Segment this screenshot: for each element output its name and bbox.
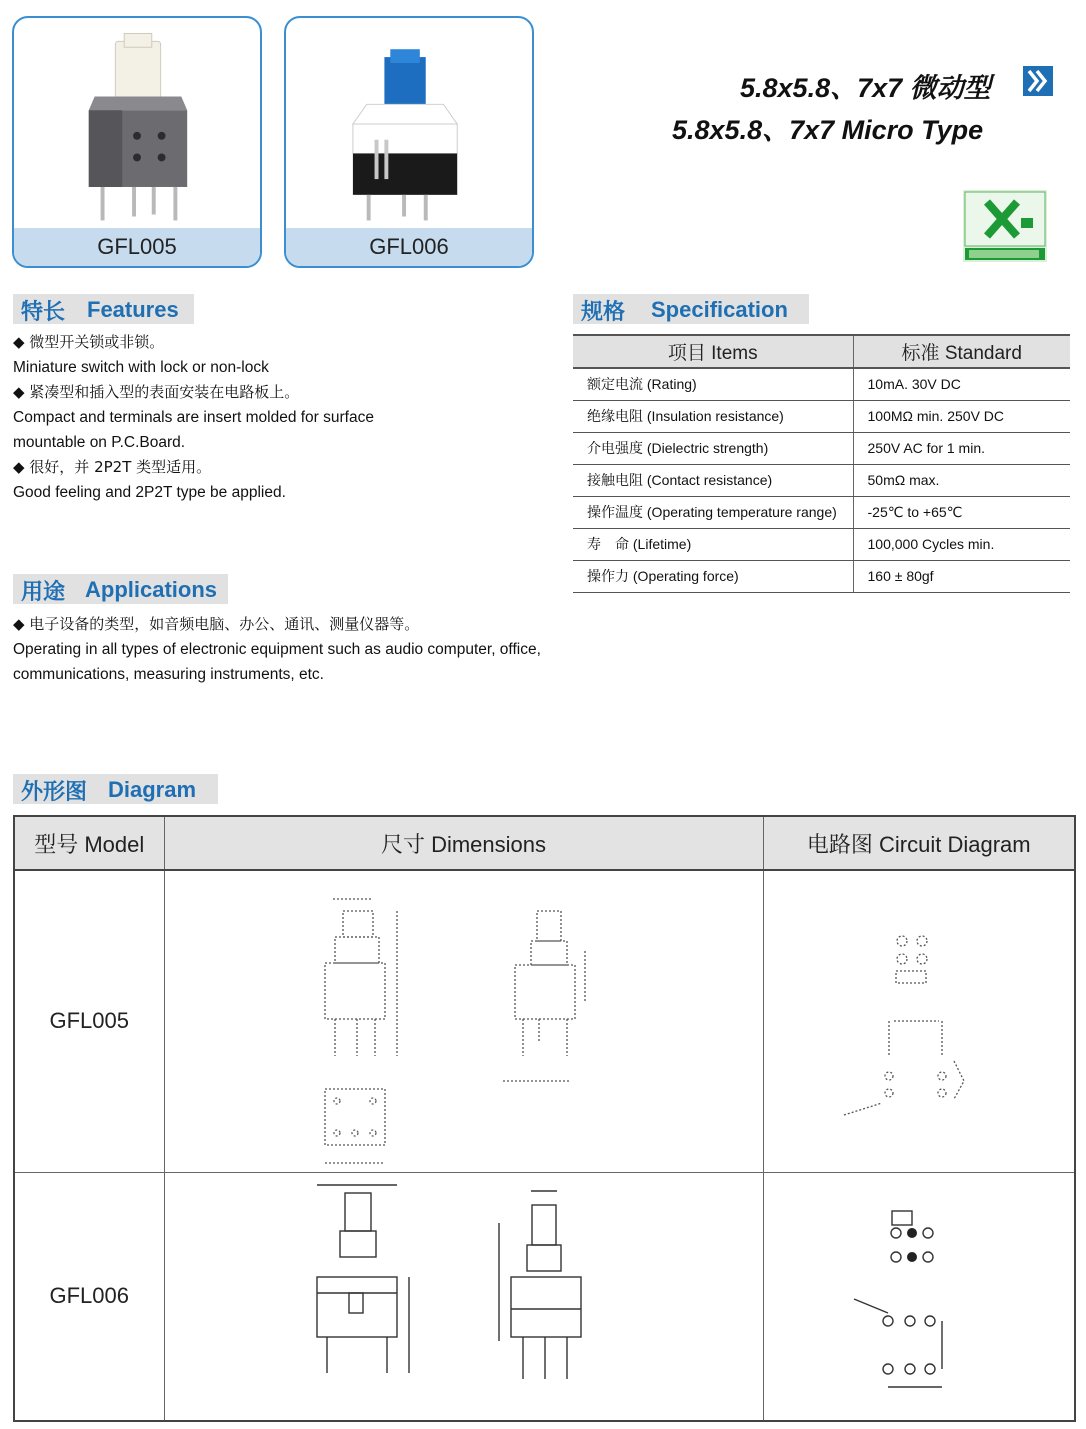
spec-col-standard: 标准 Standard bbox=[853, 335, 1070, 368]
spec-item: 额定电流 (Rating) bbox=[573, 368, 853, 400]
gfl006-circuit-drawing bbox=[764, 1173, 1074, 1420]
spec-item: 寿 命 (Lifetime) bbox=[573, 528, 853, 560]
product-label: GFL005 bbox=[14, 228, 260, 266]
specification-table bbox=[573, 334, 1070, 593]
diagram-col-circuit: 电路图 Circuit Diagram bbox=[763, 816, 1075, 870]
gfl005-switch-photo bbox=[14, 18, 260, 230]
features-line: ◆ 很好，并 2P2T 类型适用。 bbox=[13, 458, 212, 476]
circuit-cell-gfl006 bbox=[763, 1172, 1075, 1421]
applications-line: ◆ 电子设备的类型，如音频电脑、办公、通讯、测量仪器等。 bbox=[13, 615, 420, 633]
page-title-cn: 5.8x5.8、7x7 微动型 bbox=[740, 73, 991, 103]
spec-item: 操作温度 (Operating temperature range) bbox=[573, 496, 853, 528]
dimensions-cell-gfl005 bbox=[164, 870, 763, 1172]
specification-header bbox=[573, 294, 809, 324]
gfl005-circuit-drawing bbox=[764, 871, 1074, 1171]
features-line: Good feeling and 2P2T type be applied. bbox=[13, 484, 286, 501]
spec-standard: -25℃ to +65℃ bbox=[853, 496, 1070, 528]
page-title-en: 5.8x5.8、7x7 Micro Type bbox=[672, 115, 984, 145]
diagram-header-cn: 外形图 bbox=[21, 780, 88, 805]
spec-standard: 250V AC for 1 min. bbox=[853, 432, 1070, 464]
spec-header-row bbox=[573, 335, 1070, 368]
table-row bbox=[573, 528, 1070, 560]
table-row bbox=[573, 400, 1070, 432]
specification-header-en: Specification bbox=[651, 297, 788, 322]
spec-item: 绝缘电阻 (Insulation resistance) bbox=[573, 400, 853, 432]
features-text bbox=[13, 330, 374, 505]
product-card-gfl006 bbox=[284, 16, 534, 268]
diagram-header bbox=[13, 774, 218, 804]
spec-standard: 100,000 Cycles min. bbox=[853, 528, 1070, 560]
table-row bbox=[14, 870, 1075, 1172]
spec-item: 接触电阻 (Contact resistance) bbox=[573, 464, 853, 496]
product-card-gfl005 bbox=[12, 16, 262, 268]
specification-header-cn: 规格 bbox=[581, 300, 626, 325]
spec-item: 介电强度 (Dielectric strength) bbox=[573, 432, 853, 464]
features-line: Compact and terminals are insert molded for surface bbox=[13, 409, 374, 426]
double-chevron-right-icon bbox=[1023, 66, 1053, 96]
features-line: ◆ 微型开关锁或非锁。 bbox=[13, 333, 165, 351]
applications-text bbox=[13, 612, 541, 687]
applications-header bbox=[13, 574, 228, 604]
features-header bbox=[13, 294, 194, 324]
table-row bbox=[573, 432, 1070, 464]
spec-standard: 160 ± 80gf bbox=[853, 560, 1070, 592]
spec-item: 操作力 (Operating force) bbox=[573, 560, 853, 592]
dimensions-cell-gfl006 bbox=[164, 1172, 763, 1421]
features-line: ◆ 紧凑型和插入型的表面安装在电路板上。 bbox=[13, 383, 300, 401]
circuit-cell-gfl005 bbox=[763, 870, 1075, 1172]
features-header-cn: 特长 bbox=[21, 300, 66, 325]
gfl005-dimension-drawing bbox=[165, 871, 762, 1171]
applications-header-cn: 用途 bbox=[21, 580, 66, 605]
table-row bbox=[573, 368, 1070, 400]
diagram-col-dimensions: 尺寸 Dimensions bbox=[164, 816, 763, 870]
table-row bbox=[573, 496, 1070, 528]
diagram-header-en: Diagram bbox=[108, 777, 197, 802]
spec-col-items: 项目 Items bbox=[573, 335, 853, 368]
rohs-lead-free-icon bbox=[963, 190, 1047, 262]
spec-standard: 100MΩ min. 250V DC bbox=[853, 400, 1070, 432]
product-label: GFL006 bbox=[286, 228, 532, 266]
model-cell: GFL005 bbox=[14, 870, 164, 1172]
table-row bbox=[573, 464, 1070, 496]
table-row bbox=[573, 560, 1070, 592]
features-header-en: Features bbox=[87, 297, 179, 322]
diagram-col-model: 型号 Model bbox=[14, 816, 164, 870]
gfl006-switch-photo bbox=[286, 18, 532, 230]
applications-header-en: Applications bbox=[85, 577, 218, 602]
spec-standard: 50mΩ max. bbox=[853, 464, 1070, 496]
applications-line: Operating in all types of electronic equipment such as audio computer, office, bbox=[13, 641, 541, 658]
features-line: Miniature switch with lock or non-lock bbox=[13, 359, 269, 376]
gfl006-dimension-drawing bbox=[165, 1173, 762, 1420]
table-row bbox=[14, 1172, 1075, 1421]
features-line: mountable on P.C.Board. bbox=[13, 434, 186, 451]
spec-standard: 10mA. 30V DC bbox=[853, 368, 1070, 400]
diagram-table bbox=[13, 815, 1076, 1422]
applications-line: communications, measuring instruments, etc. bbox=[13, 666, 324, 683]
model-cell: GFL006 bbox=[14, 1172, 164, 1421]
diagram-header-row bbox=[14, 816, 1075, 870]
